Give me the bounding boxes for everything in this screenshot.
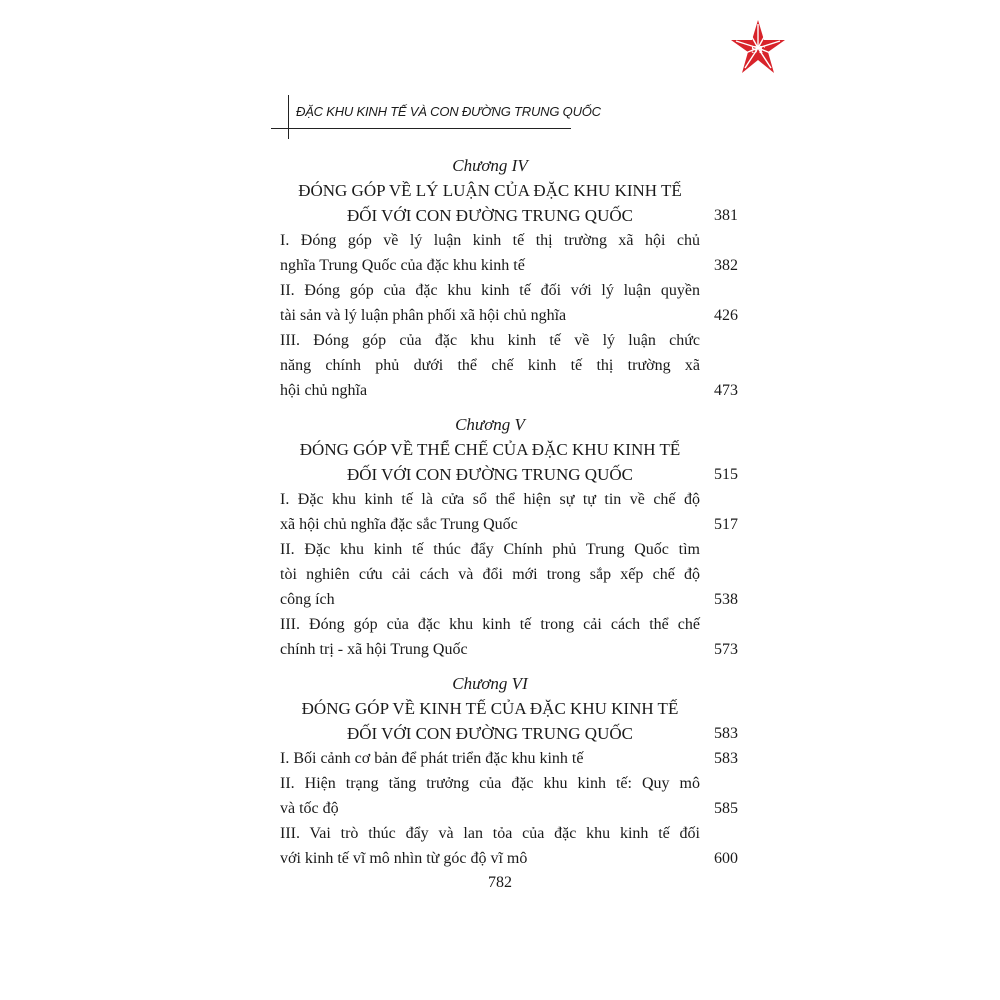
page-number-ref: 515 — [714, 466, 738, 483]
page-number-ref: 573 — [714, 641, 738, 658]
chapter-title-line: ĐỐI VỚI CON ĐƯỜNG TRUNG QUỐC — [347, 465, 633, 484]
chapter-title-row — [280, 462, 740, 487]
chapter-label: Chương VI — [452, 674, 528, 693]
table-of-contents — [280, 150, 740, 871]
chapter-title-line: ĐỐI VỚI CON ĐƯỜNG TRUNG QUỐC — [347, 206, 633, 225]
entry-line: tài sản và lý luận phân phối xã hội chủ nghĩa — [280, 307, 567, 324]
toc-entry — [280, 821, 740, 871]
toc-entry — [280, 278, 740, 328]
toc-entry — [280, 537, 740, 612]
header-vertical-rule — [288, 95, 289, 139]
entry-line: I. Đặc khu kinh tế là cửa sổ thể hiện sự tự tin về chế độ — [280, 491, 700, 508]
entry-line: III. Vai trò thúc đẩy và lan tỏa của đặc khu kinh tế đối — [280, 825, 700, 842]
svg-text:ST: ST — [751, 44, 765, 56]
toc-entry — [280, 487, 740, 537]
chapter-section — [280, 672, 740, 871]
page-number-ref: 381 — [714, 207, 738, 224]
entry-line: và tốc độ — [280, 800, 339, 817]
entry-line: I. Bối cảnh cơ bản để phát triển đặc khu kinh tế — [280, 750, 584, 767]
entry-line: I. Đóng góp về lý luận kinh tế thị trường xã hội chủ — [280, 232, 700, 249]
entry-line: với kinh tế vĩ mô nhìn từ góc độ vĩ mô — [280, 850, 528, 867]
entry-line: xã hội chủ nghĩa đặc sắc Trung Quốc — [280, 516, 518, 533]
chapter-title-line: ĐỐI VỚI CON ĐƯỜNG TRUNG QUỐC — [347, 724, 633, 743]
toc-entry — [280, 612, 740, 662]
chapter-label: Chương V — [455, 415, 525, 434]
chapter-title-line: ĐÓNG GÓP VỀ THỂ CHẾ CỦA ĐẶC KHU KINH TẾ — [299, 440, 681, 459]
page-number-ref: 517 — [714, 516, 738, 533]
toc-entry — [280, 328, 740, 403]
chapter-section — [280, 413, 740, 662]
chapter-title-row — [280, 721, 740, 746]
chapter-section — [280, 154, 740, 403]
entry-line: III. Đóng góp của đặc khu kinh tế về lý luận chức — [280, 332, 700, 349]
entry-line: nghĩa Trung Quốc của đặc khu kinh tế — [280, 257, 525, 274]
toc-entry — [280, 228, 740, 278]
page-number-ref: 538 — [714, 591, 738, 608]
toc-entry — [280, 771, 740, 821]
entry-line: hội chủ nghĩa — [280, 382, 368, 399]
page-number-ref: 473 — [714, 382, 738, 399]
entry-line: công ích — [280, 591, 335, 608]
page-number-ref: 583 — [714, 725, 738, 742]
entry-line: tòi nghiên cứu cải cách và đổi mới trong sắp xếp chế độ — [280, 566, 700, 583]
chapter-title-row — [280, 203, 740, 228]
chapter-title-line: ĐÓNG GÓP VỀ KINH TẾ CỦA ĐẶC KHU KINH TẾ — [301, 699, 679, 718]
toc-entry — [280, 746, 740, 771]
chapter-label: Chương IV — [452, 156, 528, 175]
page-number-ref: 585 — [714, 800, 738, 817]
running-header: ĐẶC KHU KINH TẾ VÀ CON ĐƯỜNG TRUNG QUỐC — [296, 104, 601, 119]
entry-line: II. Đóng góp của đặc khu kinh tế đối với lý luận quyền — [280, 282, 700, 299]
entry-line: II. Hiện trạng tăng trưởng của đặc khu kinh tế: Quy mô — [280, 775, 700, 792]
entry-line: II. Đặc khu kinh tế thúc đẩy Chính phủ Trung Quốc tìm — [280, 541, 700, 558]
page-number-ref: 382 — [714, 257, 738, 274]
entry-line: năng chính phủ dưới thể chế kinh tế thị trường xã — [280, 357, 700, 374]
page-number-ref: 600 — [714, 850, 738, 867]
entry-line: chính trị - xã hội Trung Quốc — [280, 641, 468, 658]
publisher-logo-icon — [728, 18, 788, 78]
page-number-ref: 426 — [714, 307, 738, 324]
header-horizontal-rule — [271, 128, 571, 129]
page-number: 782 — [488, 874, 512, 891]
chapter-title-line: ĐÓNG GÓP VỀ LÝ LUẬN CỦA ĐẶC KHU KINH TẾ — [298, 181, 682, 200]
page-number-ref: 583 — [714, 750, 738, 767]
entry-line: III. Đóng góp của đặc khu kinh tế trong cải cách thể chế — [280, 616, 700, 633]
